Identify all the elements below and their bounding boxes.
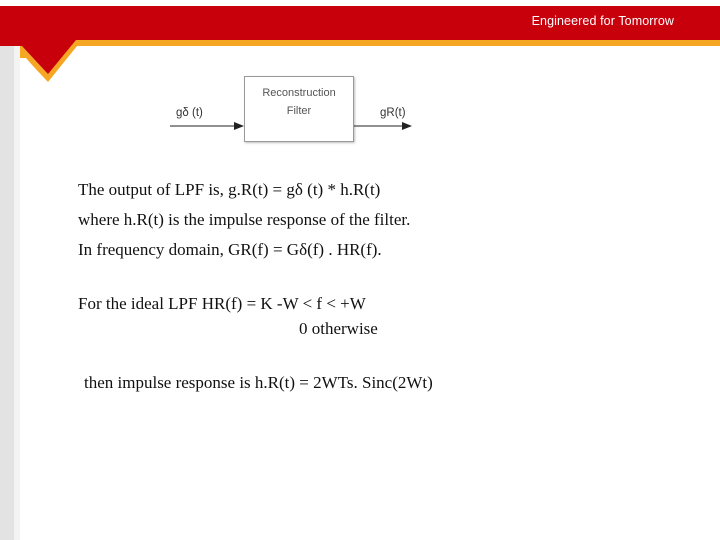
text-line-otherwise: 0 otherwise [299,319,378,338]
left-margin-edge [14,46,20,540]
output-signal-label: gR(t) [380,107,406,119]
text-line-frequency-domain: In frequency domain, GR(f) = Gδ(f) . HR(f). [78,240,382,259]
input-arrow [170,122,244,130]
block-title-line1: Reconstruction [262,87,336,99]
text-line-lpf-output: The output of LPF is, g.R(t) = gδ (t) * h.R(t) [78,180,381,199]
block-title-line2: Filter [286,105,312,117]
text-line-ideal-lpf: For the ideal LPF HR(f) = K -W < f < +W [78,294,366,313]
input-signal-label: gδ (t) [176,107,203,119]
text-line-sinc-response: then impulse response is h.R(t) = 2WTs. Sinc(2Wt) [84,373,433,392]
header-tagline: Engineered for Tomorrow [531,14,674,28]
text-line-impulse-response: where h.R(t) is the impulse response of the filter. [78,210,411,229]
reconstruction-filter-block [244,76,354,142]
left-margin-strip [0,46,14,540]
output-arrow [354,122,412,130]
